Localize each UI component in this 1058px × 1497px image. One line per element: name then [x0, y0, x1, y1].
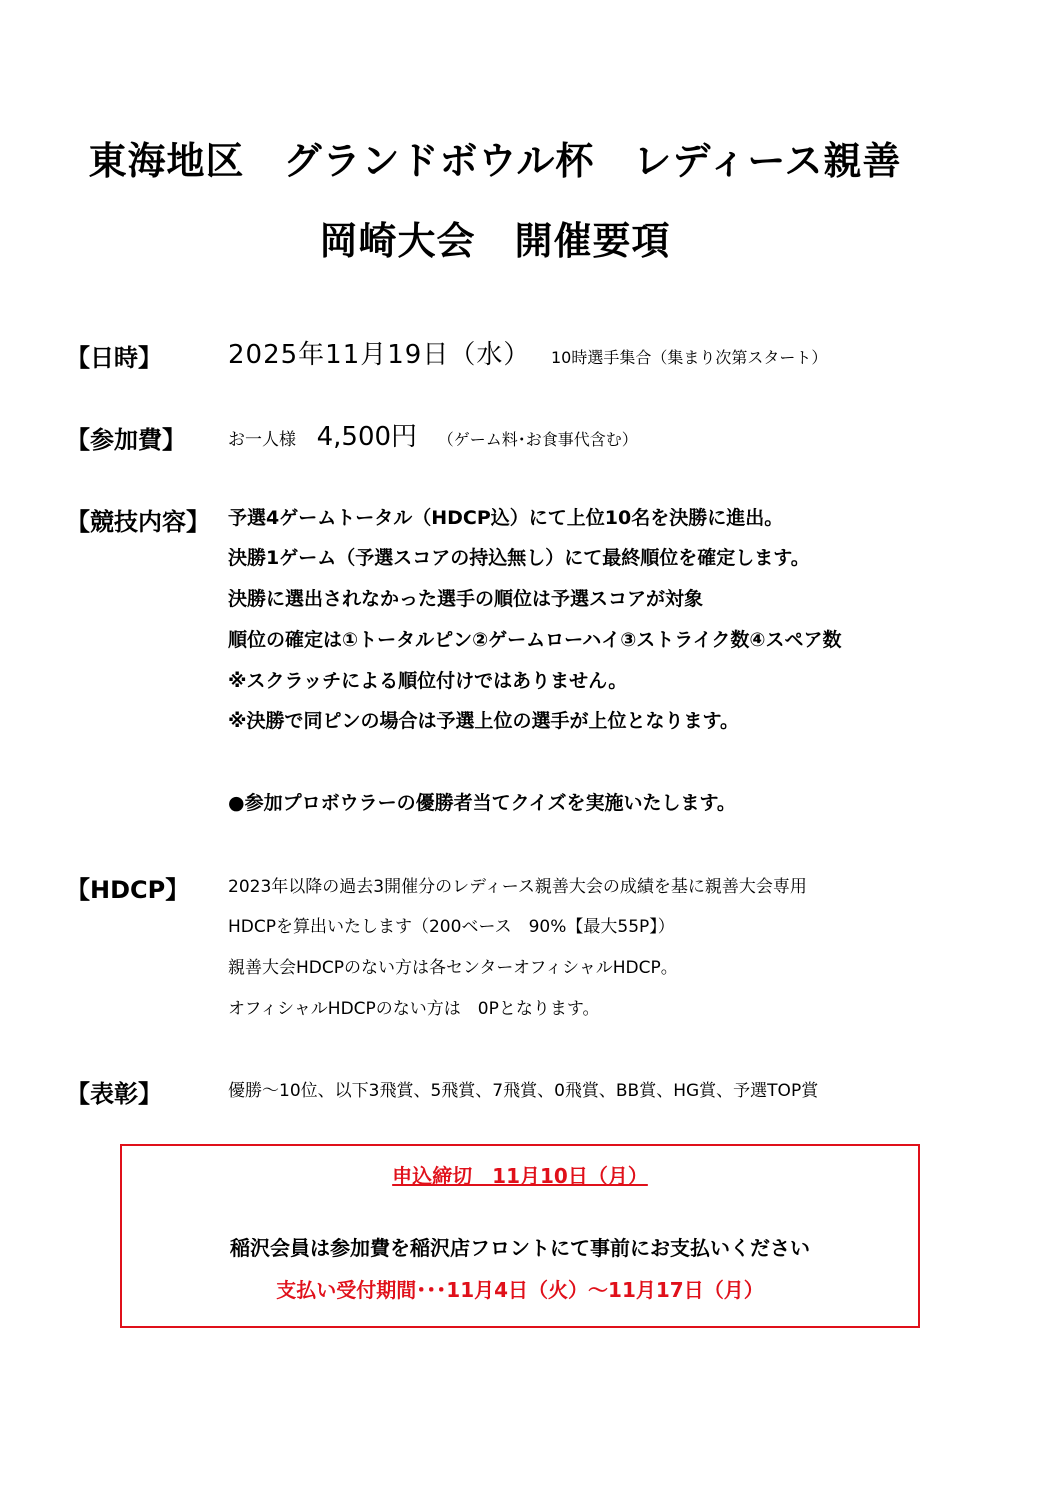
competition-label: 【競技内容】 [66, 508, 210, 536]
fee-row [228, 416, 638, 453]
notice-box [120, 1144, 920, 1328]
schedule-date: 2025年11月19日（水） [228, 340, 531, 370]
competition-line: 決勝1ゲーム（予選スコアの持込無し）にて最終順位を確定します。 [228, 547, 810, 569]
competition-line: 順位の確定は①トータルピン②ゲームローハイ③ストライク数④スペア数 [228, 629, 842, 651]
payment-period: 支払い受付期間･･･11月4日（火）～11月17日（月） [276, 1278, 764, 1302]
deadline-text: 申込締切 11月10日（月） [392, 1164, 648, 1188]
payment-note: 稲沢会員は参加費を稲沢店フロントにて事前にお支払いください [230, 1236, 810, 1260]
fee-prefix: お一人様 [228, 430, 296, 450]
hdcp-line: オフィシャルHDCPのない方は 0Pとなります。 [228, 999, 600, 1019]
hdcp-line: HDCPを算出いたします（200ベース 90%【最大55P】） [228, 917, 675, 937]
document-title: 東海地区 グランドボウル杯 レディース親善 [88, 139, 902, 183]
hdcp-label: 【HDCP】 [66, 876, 190, 904]
competition-line: ※スクラッチによる順位付けではありません。 [228, 670, 628, 692]
quiz-note: ●参加プロボウラーの優勝者当てクイズを実施いたします。 [228, 792, 736, 814]
competition-line: 決勝に選出されなかった選手の順位は予選スコアが対象 [228, 588, 704, 610]
schedule-note: 10時選手集合（集まり次第スタート） [550, 348, 828, 367]
competition-line: 予選4ゲームトータル（HDCP込）にて上位10名を決勝に進出。 [228, 507, 784, 529]
schedule-label: 【日時】 [66, 344, 162, 372]
schedule-row [228, 334, 827, 371]
fee-label: 【参加費】 [66, 426, 186, 454]
hdcp-line: 親善大会HDCPのない方は各センターオフィシャルHDCP。 [228, 958, 678, 978]
hdcp-line: 2023年以降の過去3開催分のレディース親善大会の成績を基に親善大会専用 [228, 877, 807, 897]
fee-note: （ゲーム料･お食事代含む） [437, 430, 638, 449]
document-subtitle: 岡崎大会 開催要項 [319, 219, 671, 263]
awards-text: 優勝～10位、以下3飛賞、5飛賞、7飛賞、0飛賞、BB賞、HG賞、予選TOP賞 [228, 1081, 819, 1101]
competition-line: ※決勝で同ピンの場合は予選上位の選手が上位となります。 [228, 710, 739, 732]
awards-label: 【表彰】 [66, 1080, 162, 1108]
fee-amount: 4,500円 [316, 422, 418, 452]
